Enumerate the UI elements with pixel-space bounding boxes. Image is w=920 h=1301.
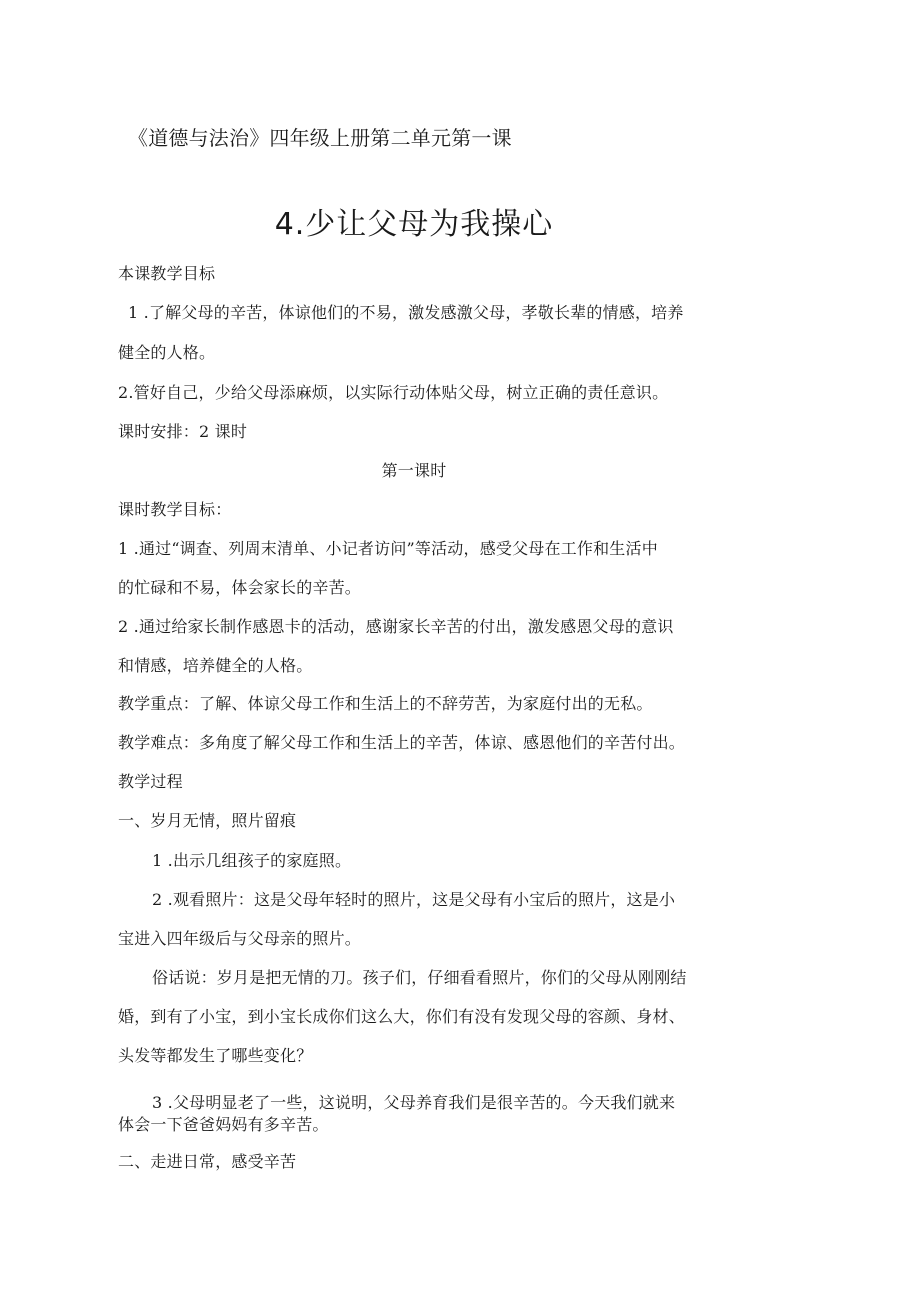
lesson-goals-heading: 课时教学目标： (118, 500, 232, 519)
lesson-goal-2-line-1: 2 .通过给家长制作感恩卡的活动，感谢家长辛苦的付出，激发感恩父母的意识 (118, 617, 674, 636)
goal-1-line-1: 1 .了解父母的辛苦，体谅他们的不易，激发感激父母，孝敬长辈的情感，培养 (128, 303, 684, 322)
lesson-goal-1-line-1: 1 .通过“调查、列周末清单、小记者访问”等活动，感受父母在工作和生活中 (118, 539, 658, 558)
saying-line-2: 婚，到有了小宝，到小宝长成你们这么大，你们有没有发现父母的容颜、身材、 (118, 1007, 686, 1026)
step-2-line-1: 2 .观看照片：这是父母年轻时的照片，这是父母有小宝后的照片，这是小 (152, 890, 676, 909)
step-3-line-2: 体会一下爸爸妈妈有多辛苦。 (118, 1115, 329, 1134)
goals-heading: 本课教学目标 (118, 264, 216, 283)
saying-line-1: 俗话说：岁月是把无情的刀。孩子们，仔细看看照片，你们的父母从刚刚结 (152, 968, 687, 987)
step-2-line-2: 宝进入四年级后与父母亲的照片。 (118, 929, 362, 948)
step-3-line-1: 3 .父母明显老了一些，这说明，父母养育我们是很辛苦的。今天我们就来 (152, 1093, 676, 1112)
goal-2: 2.管好自己，少给父母添麻烦，以实际行动体贴父母，树立正确的责任意识。 (118, 383, 669, 402)
key-point: 教学重点：了解、体谅父母工作和生活上的不辞劳苦，为家庭付出的无私。 (118, 694, 653, 713)
lesson-1-heading: 第一课时 (381, 461, 447, 480)
lesson-goal-1-line-2: 的忙碌和不易，体会家长的辛苦。 (118, 578, 362, 597)
step-1: 1 .出示几组孩子的家庭照。 (152, 851, 352, 870)
process-heading: 教学过程 (118, 772, 183, 791)
course-line: 《道德与法治》四年级上册第二单元第一课 (128, 126, 512, 150)
section-1-heading: 一、岁月无情，照片留痕 (118, 811, 297, 830)
saying-line-3: 头发等都发生了哪些变化？ (118, 1046, 313, 1065)
difficult-point: 教学难点：多角度了解父母工作和生活上的辛苦，体谅、感恩他们的辛苦付出。 (118, 733, 686, 752)
lesson-goal-2-line-2: 和情感，培养健全的人格。 (118, 656, 313, 675)
schedule: 课时安排：2 课时 (118, 422, 248, 441)
section-2-heading: 二、走进日常，感受辛苦 (118, 1152, 297, 1171)
lesson-title: 4.少让父母为我操心 (274, 207, 554, 242)
goal-1-line-2: 健全的人格。 (118, 343, 216, 362)
